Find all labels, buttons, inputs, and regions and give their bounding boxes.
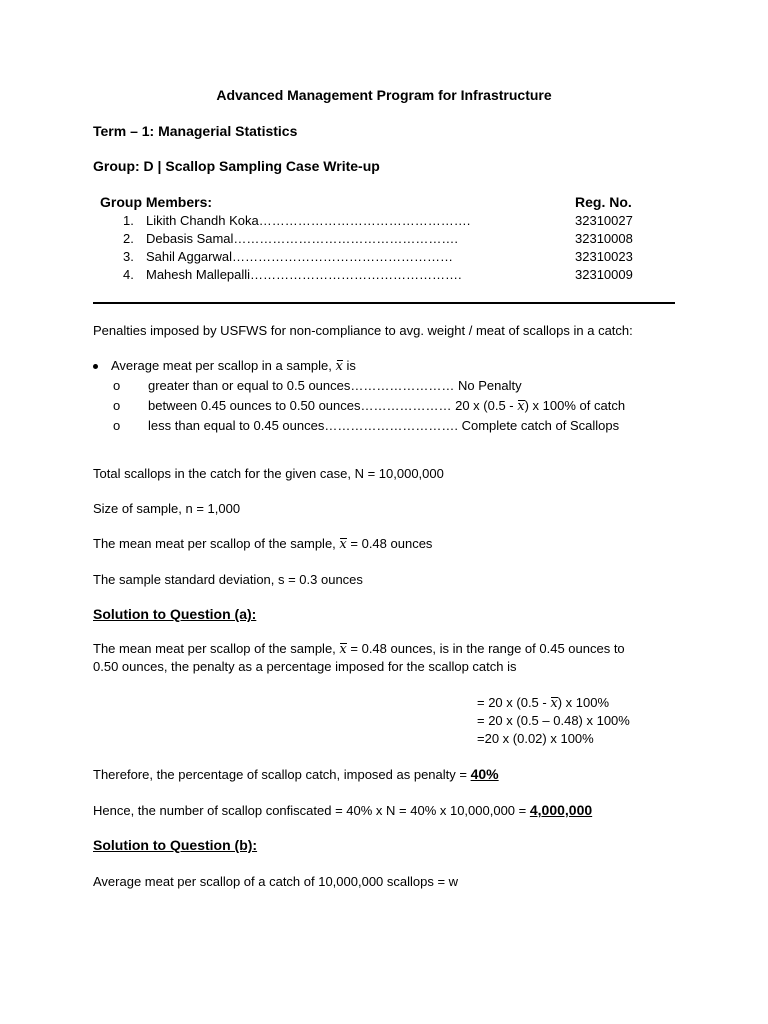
x-bar-symbol: x <box>550 696 558 711</box>
therefore-line <box>93 766 499 782</box>
hence-text: Hence, the number of scallop confiscated = 40% x N = 40% x 10,000,000 = <box>93 803 527 818</box>
member-reg: 32310027 <box>575 213 633 228</box>
x-bar-symbol: x <box>517 399 525 414</box>
calc-text-tail: ) x 100% <box>557 695 610 710</box>
x-bar-symbol: x <box>335 359 343 374</box>
horizontal-divider <box>93 302 675 304</box>
group-heading: Group: D | Scallop Sampling Case Write-up <box>93 158 380 174</box>
x-bar-symbol: x <box>339 537 347 552</box>
penalty-rule-3: less than equal to 0.45 ounces…………………………. Complete catch of Scallops <box>148 418 620 433</box>
solution-a-para-line2: 0.50 ounces, the penalty as a percentage imposed for the scallop catch is <box>93 659 517 674</box>
member-number: 2. <box>123 231 134 246</box>
term-heading: Term – 1: Managerial Statistics <box>93 123 298 139</box>
confiscated-count-value: 4,000,000 <box>529 802 593 818</box>
sample-size-text: Size of sample, n = 1,000 <box>93 501 241 516</box>
sub-bullet-marker: o <box>113 378 121 393</box>
rule-2-text: between 0.45 ounces to 0.50 ounces………………… 20 x (0.5 - <box>148 398 514 413</box>
bullet-item <box>111 358 356 374</box>
penalty-rule-2 <box>148 398 625 414</box>
solution-b-line1: Average meat per scallop of a catch of 10,000,000 scallops = w <box>93 874 459 889</box>
x-bar-symbol: x <box>339 642 347 657</box>
sample-mean-text <box>93 536 432 552</box>
member-reg: 32310008 <box>575 231 633 246</box>
sub-bullet-marker: o <box>113 418 121 433</box>
member-number: 3. <box>123 249 134 264</box>
sample-mean-value: = 0.48 ounces <box>350 536 433 551</box>
calc-line-3: =20 x (0.02) x 100% <box>477 731 594 746</box>
calc-text: = 20 x (0.5 - <box>477 695 547 710</box>
rule-2-tail: ) x 100% of catch <box>524 398 626 413</box>
sample-sd-text: The sample standard deviation, s = 0.3 ounces <box>93 572 363 587</box>
member-reg: 32310009 <box>575 267 633 282</box>
member-reg: 32310023 <box>575 249 633 264</box>
calc-line-2: = 20 x (0.5 – 0.48) x 100% <box>477 713 630 728</box>
reg-no-heading: Reg. No. <box>575 194 632 210</box>
member-name: Debasis Samal……………………………………………. <box>146 231 459 246</box>
penalties-intro: Penalties imposed by USFWS for non-compliance to avg. weight / meat of scallops in a catch: <box>93 323 633 338</box>
document-title: Advanced Management Program for Infrastructure <box>216 87 552 103</box>
solution-b-heading: Solution to Question (b): <box>93 837 258 853</box>
para-text: The mean meat per scallop of the sample, <box>93 641 336 656</box>
penalty-rule-1: greater than or equal to 0.5 ounces…………………… No Penalty <box>148 378 522 393</box>
total-scallops-text: Total scallops in the catch for the given case, N = 10,000,000 <box>93 466 444 481</box>
member-number: 4. <box>123 267 134 282</box>
solution-a-para-line1 <box>93 641 625 657</box>
sub-bullet-marker: o <box>113 398 121 413</box>
members-heading: Group Members: <box>100 194 213 210</box>
bullet-text: Average meat per scallop in a sample, <box>111 358 332 373</box>
member-name: Likith Chandh Koka…………………………………………. <box>146 213 471 228</box>
solution-a-heading: Solution to Question (a): <box>93 606 257 622</box>
member-number: 1. <box>123 213 134 228</box>
member-name: Mahesh Mallepalli…………………………………………. <box>146 267 462 282</box>
calc-line-1 <box>477 695 609 711</box>
penalty-percentage-value: 40% <box>470 766 499 782</box>
bullet-icon <box>93 364 98 369</box>
therefore-text: Therefore, the percentage of scallop catch, imposed as penalty = <box>93 767 467 782</box>
para-text-tail: = 0.48 ounces, is in the range of 0.45 ounces to <box>350 641 625 656</box>
member-name: Sahil Aggarwal…………………………………………… <box>146 249 453 264</box>
sample-mean-label: The mean meat per scallop of the sample, <box>93 536 336 551</box>
bullet-tail: is <box>346 358 356 373</box>
hence-line <box>93 802 592 818</box>
